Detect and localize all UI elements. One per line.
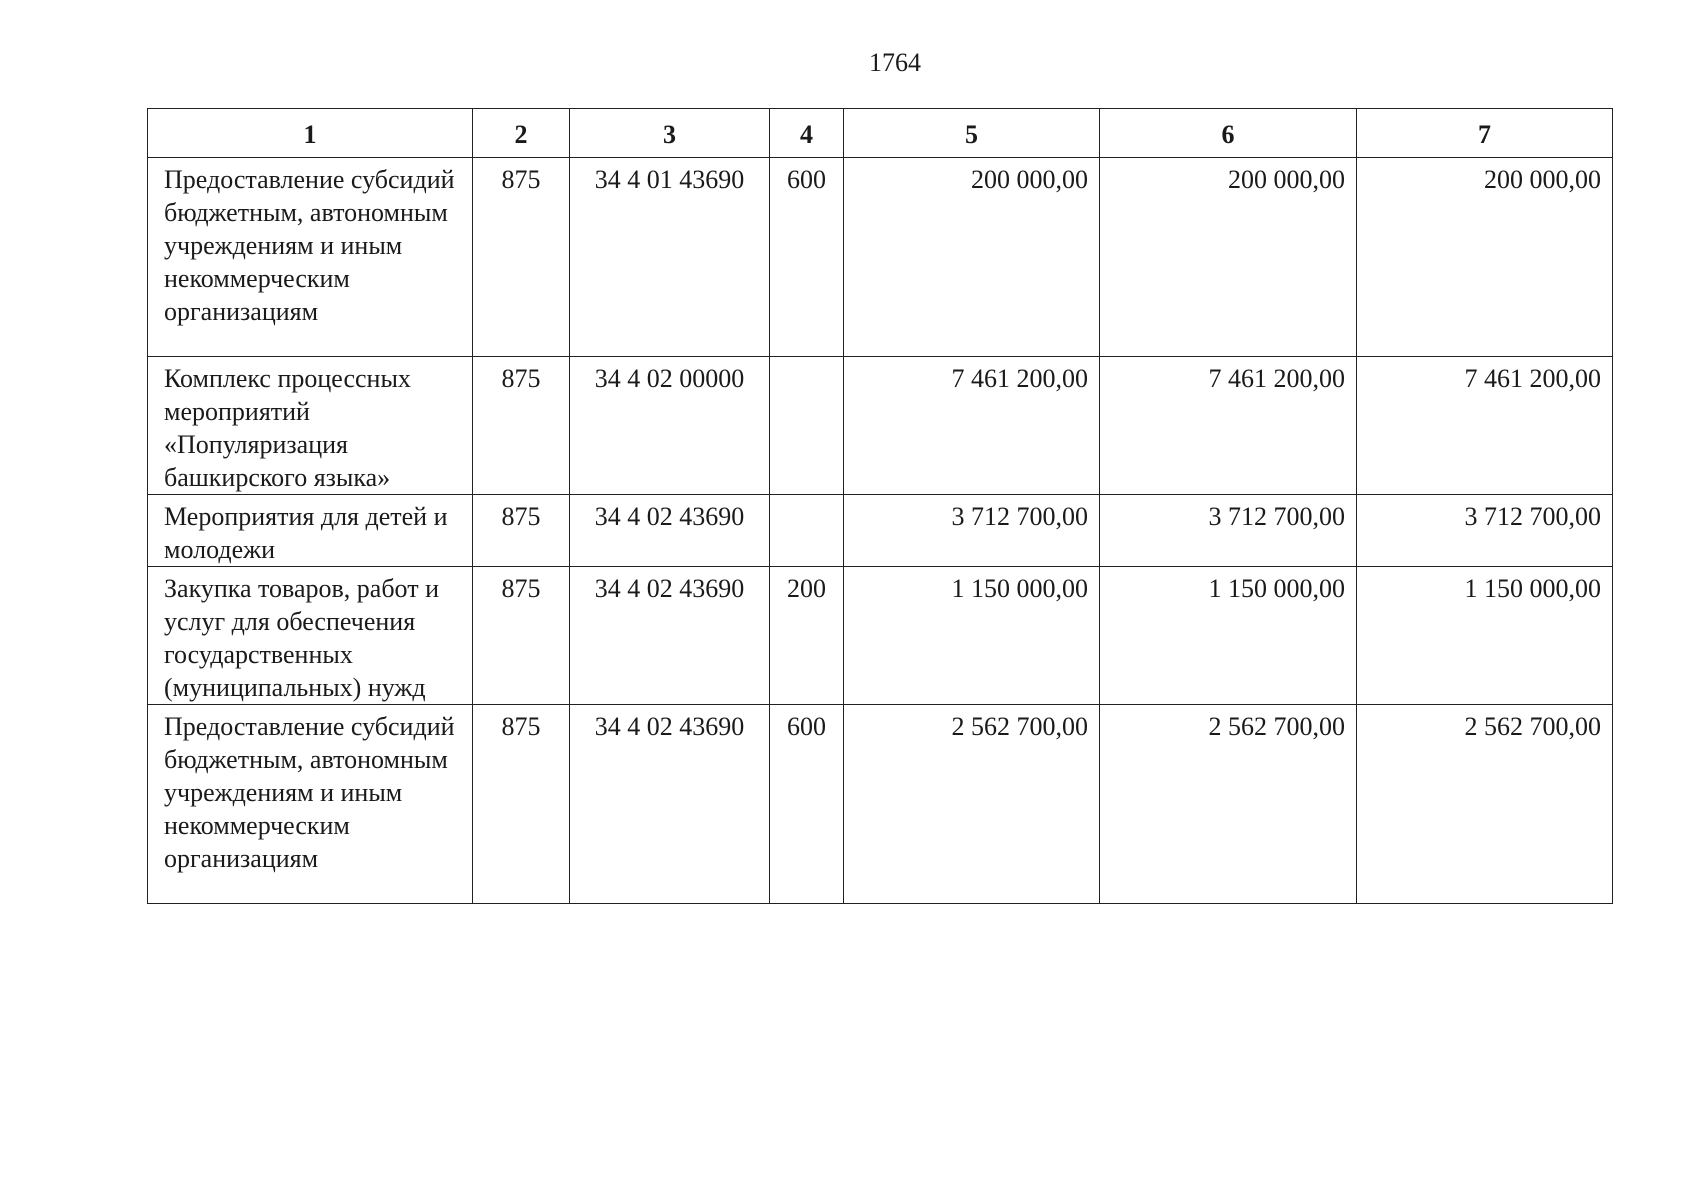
column-header-6: 6	[1100, 109, 1357, 158]
row-sum1-cell: 7 461 200,00	[844, 357, 1100, 495]
header-row	[148, 109, 1613, 158]
row-sum3-cell: 1 150 000,00	[1357, 567, 1613, 705]
row-sum1-cell: 1 150 000,00	[844, 567, 1100, 705]
row-sum3-cell: 7 461 200,00	[1357, 357, 1613, 495]
row-csr-cell: 34 4 02 00000	[570, 357, 770, 495]
row-sum2-cell: 7 461 200,00	[1100, 357, 1357, 495]
table-row	[148, 357, 1613, 495]
row-vr-cell	[770, 495, 844, 567]
row-sum3-cell: 200 000,00	[1357, 158, 1613, 357]
row-vr-cell: 200	[770, 567, 844, 705]
column-header-4: 4	[770, 109, 844, 158]
column-header-3: 3	[570, 109, 770, 158]
row-name-cell: Предоставление субсидий бюджетным, автономным учреждениям и иным некоммерческим организациям	[148, 705, 473, 904]
column-header-5: 5	[844, 109, 1100, 158]
row-code-cell: 875	[473, 495, 570, 567]
row-sum1-cell: 3 712 700,00	[844, 495, 1100, 567]
row-code-cell: 875	[473, 158, 570, 357]
row-sum3-cell: 3 712 700,00	[1357, 495, 1613, 567]
column-header-7: 7	[1357, 109, 1613, 158]
row-vr-cell	[770, 357, 844, 495]
table-row	[148, 158, 1613, 357]
row-sum3-cell: 2 562 700,00	[1357, 705, 1613, 904]
row-sum2-cell: 2 562 700,00	[1100, 705, 1357, 904]
row-name-cell: Закупка товаров, работ и услуг для обеспечения государственных (муниципальных) нужд	[148, 567, 473, 705]
row-sum2-cell: 1 150 000,00	[1100, 567, 1357, 705]
row-vr-cell: 600	[770, 158, 844, 357]
budget-table	[147, 108, 1613, 904]
row-sum1-cell: 200 000,00	[844, 158, 1100, 357]
row-code-cell: 875	[473, 705, 570, 904]
row-code-cell: 875	[473, 567, 570, 705]
row-name-cell: Комплекс процессных мероприятий «Популяризация башкирского языка»	[148, 357, 473, 495]
table-row	[148, 495, 1613, 567]
row-sum2-cell: 200 000,00	[1100, 158, 1357, 357]
table-row	[148, 705, 1613, 904]
row-vr-cell: 600	[770, 705, 844, 904]
row-name-cell: Предоставление субсидий бюджетным, автономным учреждениям и иным некоммерческим организациям	[148, 158, 473, 357]
page-number: 1764	[869, 48, 921, 77]
row-name-cell: Мероприятия для детей и молодежи	[148, 495, 473, 567]
row-csr-cell: 34 4 02 43690	[570, 495, 770, 567]
column-header-1: 1	[148, 109, 473, 158]
row-csr-cell: 34 4 02 43690	[570, 705, 770, 904]
row-code-cell: 875	[473, 357, 570, 495]
table-row	[148, 567, 1613, 705]
row-csr-cell: 34 4 02 43690	[570, 567, 770, 705]
column-header-2: 2	[473, 109, 570, 158]
row-sum1-cell: 2 562 700,00	[844, 705, 1100, 904]
row-sum2-cell: 3 712 700,00	[1100, 495, 1357, 567]
row-csr-cell: 34 4 01 43690	[570, 158, 770, 357]
